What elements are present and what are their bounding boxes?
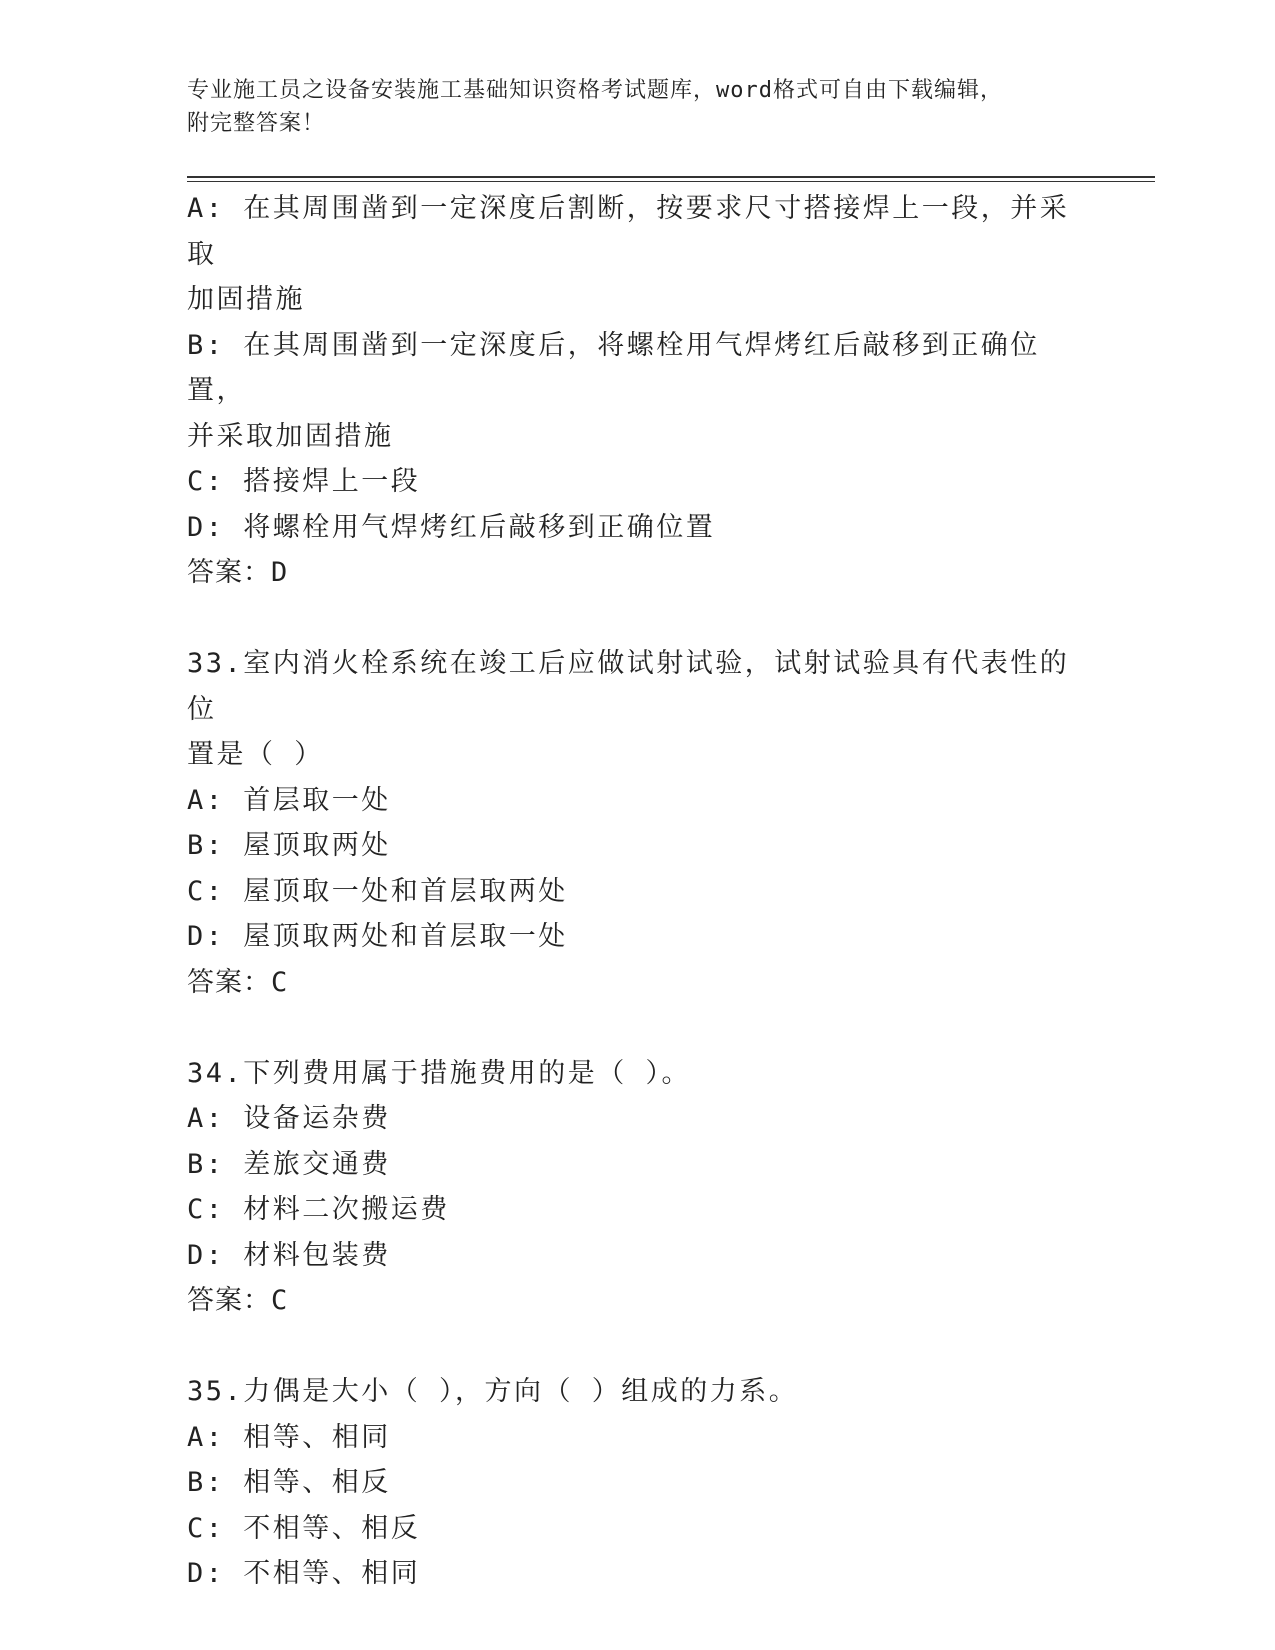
q32-option-c: C: 搭接焊上一段 bbox=[187, 466, 421, 497]
q33-option-d: D: 屋顶取两处和首层取一处 bbox=[187, 921, 568, 952]
question-list bbox=[187, 186, 1087, 1597]
q33-question-line-1: 33.室内消火栓系统在竣工后应做试射试验，试射试验具有代表性的位 bbox=[187, 648, 1070, 725]
q35-option-d: D: 不相等、相同 bbox=[187, 1558, 421, 1589]
q34-answer: 答案：C bbox=[187, 1285, 289, 1316]
q34-option-d: D: 材料包装费 bbox=[187, 1239, 391, 1271]
document-header bbox=[187, 74, 1087, 140]
question-33-block bbox=[187, 641, 1087, 1005]
q34-option-a: A: 设备运杂费 bbox=[187, 1103, 391, 1134]
q32-answer: 答案：D bbox=[187, 557, 289, 588]
spacer bbox=[187, 1005, 1087, 1051]
header-divider-thick bbox=[187, 176, 1155, 178]
q35-option-a: A: 相等、相同 bbox=[187, 1421, 391, 1453]
q33-answer: 答案：C bbox=[187, 966, 289, 998]
q35-question: 35.力偶是大小（ ），方向（ ）组成的力系。 bbox=[187, 1376, 799, 1407]
q32-option-a-line-1: A: 在其周围凿到一定深度后割断，按要求尺寸搭接焊上一段，并采取 bbox=[187, 193, 1070, 270]
header-line-1: 专业施工员之设备安装施工基础知识资格考试题库，word格式可自由下载编辑， bbox=[187, 78, 1003, 103]
q34-option-b: B: 差旅交通费 bbox=[187, 1148, 391, 1180]
q32-option-a-line-2: 加固措施 bbox=[187, 284, 305, 315]
question-32-block bbox=[187, 186, 1087, 596]
spacer bbox=[187, 1324, 1087, 1370]
q35-option-c: C: 不相等、相反 bbox=[187, 1512, 421, 1544]
q32-option-b-line-2: 并采取加固措施 bbox=[187, 420, 394, 452]
q34-question: 34.下列费用属于措施费用的是（ ）。 bbox=[187, 1057, 692, 1089]
q33-option-b: B: 屋顶取两处 bbox=[187, 830, 391, 861]
question-34-block bbox=[187, 1051, 1087, 1324]
header-divider-thin bbox=[187, 181, 1155, 182]
q34-option-c: C: 材料二次搬运费 bbox=[187, 1194, 450, 1225]
q32-option-b-line-1: B: 在其周围凿到一定深度后，将螺栓用气焊烤红后敲移到正确位置， bbox=[187, 329, 1040, 406]
spacer bbox=[187, 596, 1087, 642]
q32-option-d: D: 将螺栓用气焊烤红后敲移到正确位置 bbox=[187, 511, 716, 543]
question-35-block bbox=[187, 1369, 1087, 1597]
header-line-2: 附完整答案！ bbox=[187, 111, 326, 136]
q33-question-line-2: 置是（ ） bbox=[187, 739, 324, 770]
q35-option-b: B: 相等、相反 bbox=[187, 1467, 391, 1498]
q33-option-a: A: 首层取一处 bbox=[187, 784, 391, 816]
q33-option-c: C: 屋顶取一处和首层取两处 bbox=[187, 875, 568, 907]
